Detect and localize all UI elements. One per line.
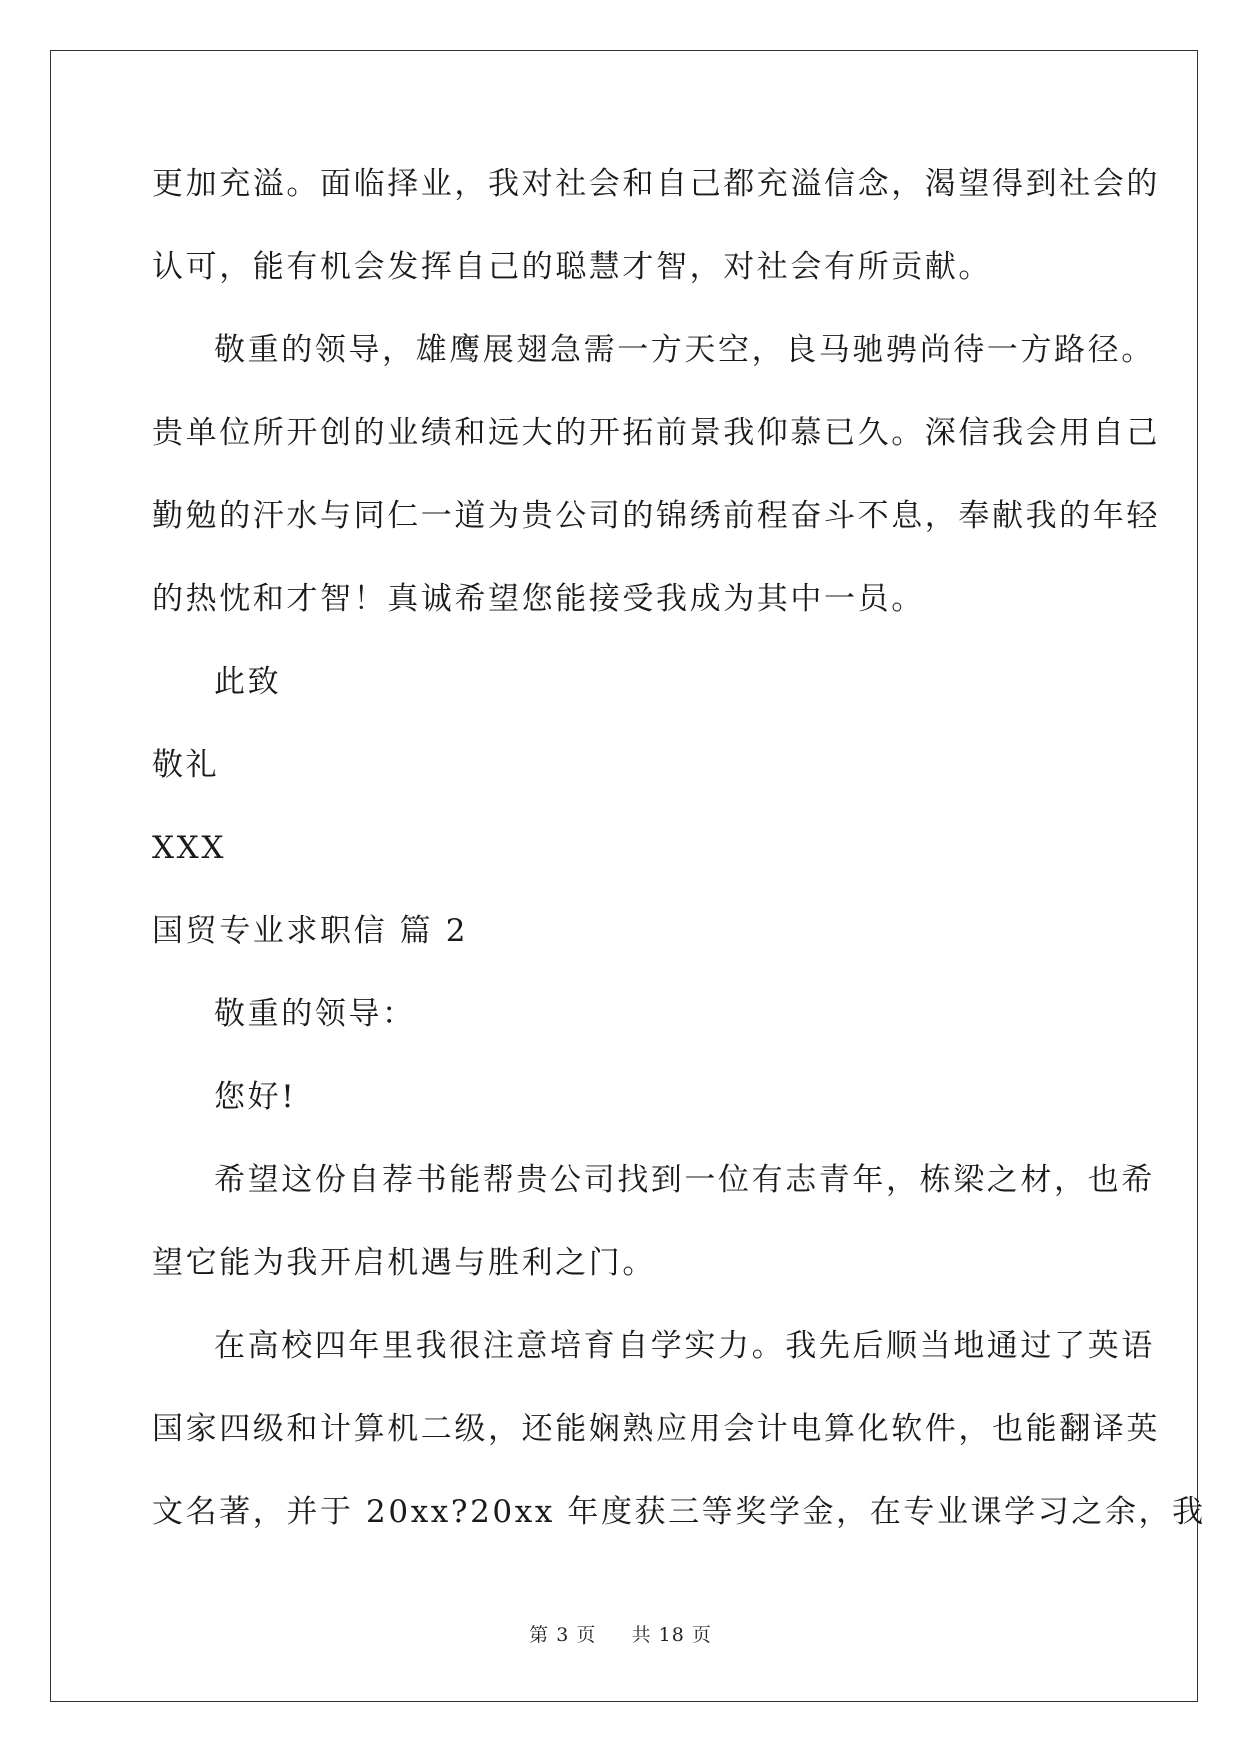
section-title: 国贸专业求职信 篇 2 [152, 913, 469, 949]
greeting-hello: 您好! [214, 1079, 297, 1115]
closing-salutation: 此致 [214, 664, 282, 700]
text-line: 认可，能有机会发挥自己的聪慧才智，对社会有所贡献。 [152, 249, 992, 285]
page-footer [0, 1620, 1241, 1647]
text-line: 国家四级和计算机二级，还能娴熟应用会计电算化软件，也能翻译英 [152, 1411, 1160, 1447]
text-line: 在高校四年里我很注意培育自学实力。我先后顺当地通过了英语 [214, 1328, 1155, 1364]
total-pages: 共 18 页 [631, 1624, 712, 1646]
text-line: 更加充溢。面临择业，我对社会和自己都充溢信念，渴望得到社会的 [152, 166, 1160, 202]
page-number: 第 3 页 [529, 1624, 597, 1646]
text-line: 的热忱和才智！真诚希望您能接受我成为其中一员。 [152, 581, 925, 617]
document-body [152, 158, 1206, 1569]
greeting: 敬重的领导： [214, 996, 416, 1032]
signature: XXX [152, 830, 227, 866]
text-line: 希望这份自荐书能帮贵公司找到一位有志青年，栋梁之材，也希 [214, 1162, 1155, 1198]
text-line: 贵单位所开创的业绩和远大的开拓前景我仰慕已久。深信我会用自己 [152, 415, 1160, 451]
text-line: 望它能为我开启机遇与胜利之门。 [152, 1245, 656, 1281]
text-line: 文名著，并于 20xx?20xx 年度获三等奖学金，在专业课学习之余，我 [152, 1494, 1206, 1530]
text-line: 敬重的领导，雄鹰展翅急需一方天空，良马驰骋尚待一方路径。 [214, 332, 1155, 368]
text-line: 勤勉的汗水与同仁一道为贵公司的锦绣前程奋斗不息，奉献我的年轻 [152, 498, 1160, 534]
closing-regards: 敬礼 [152, 747, 220, 783]
